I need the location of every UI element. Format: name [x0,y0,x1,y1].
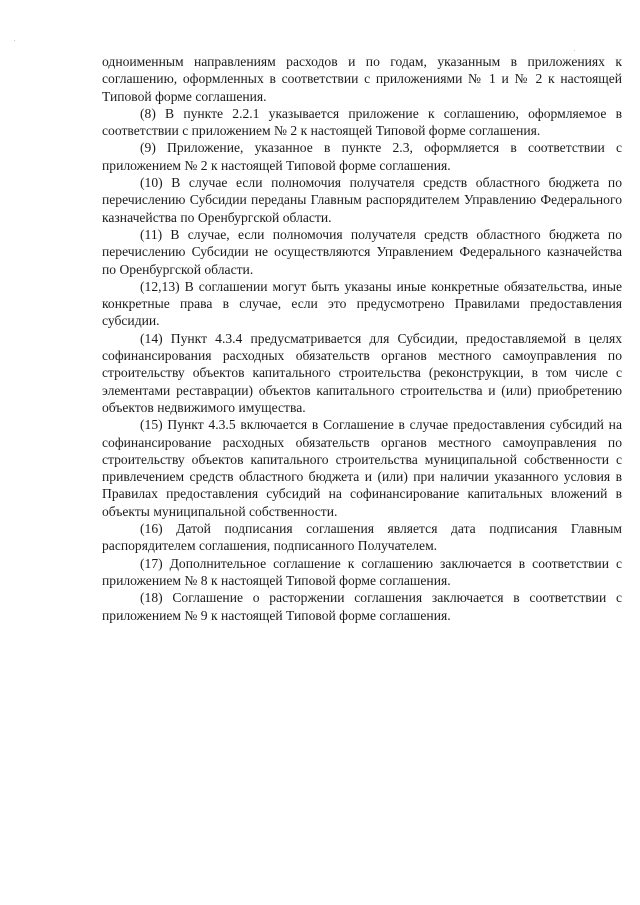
paragraph-note-8: (8) В пункте 2.2.1 указывается приложение к соглашению, оформляемое в соответствии с приложением № 2 к настоящей Типовой форме соглашения. [102,105,622,139]
document-body [102,53,622,624]
paragraph-note-15: (15) Пункт 4.3.5 включается в Соглашение в случае предоставления субсидий на софинансирование расходных обязательств органов местного самоуправления по строительству объектов капитального строительства муниципальной собственности с привлечением средств областного бюджета и (или) при наличии указанного условия в Правилах предоставления субсидий на софинансирование капитальных вложений в объекты муниципальной собственности. [102,417,622,519]
paragraph-note-14: (14) Пункт 4.3.4 предусматривается для Субсидии, предоставляемой в целях софинансирования расходных обязательств органов местного самоуправления по строительству объектов капитального строительства (реконструкции, в том числе с элементами реставрации) объектов капитального строительства и (или) приобретению объектов недвижимого имущества. [102,330,622,415]
paragraph-note-18: (18) Соглашение о расторжении соглашения заключается в соответствии с приложением № 9 к настоящей Типовой форме соглашения. [102,590,622,623]
paragraph-note-17: (17) Дополнительное соглашение к соглашению заключается в соответствии с приложением № 8 к настоящей Типовой форме соглашения. [102,555,622,588]
scan-speck [574,50,575,51]
paragraph-note-10: (10) В случае если полномочия получателя средств областного бюджета по перечислению Субсидии переданы Главным распорядителем Управлению Федерального казначейства по Оренбургской области. [102,175,622,225]
paragraph-note-9: (9) Приложение, указанное в пункте 2.3, оформляется в соответствии с приложением № 2 к настоящей Типовой форме соглашения. [102,140,622,173]
paragraph-note-16: (16) Датой подписания соглашения является дата подписания Главным распорядителем соглашения, подписанного Получателем. [102,521,622,554]
paragraph-continuation: одноименным направлениям расходов и по годам, указанным в приложениях к соглашению, оформленных в соответствии с приложениями № 1 и № 2 к настоящей Типовой форме соглашения. [102,54,622,104]
scan-speck [14,40,15,41]
paragraph-note-11: (11) В случае, если полномочия получателя средств областного бюджета по перечислению Субсидии не осуществляются Управлением Федерального казначейства по Оренбургской области. [102,226,622,277]
paragraph-note-12-13: (12,13) В соглашении могут быть указаны иные конкретные обязательства, иные конкретные права в случае, если это предусмотрено Правилами предоставления субсидии. [102,278,622,329]
